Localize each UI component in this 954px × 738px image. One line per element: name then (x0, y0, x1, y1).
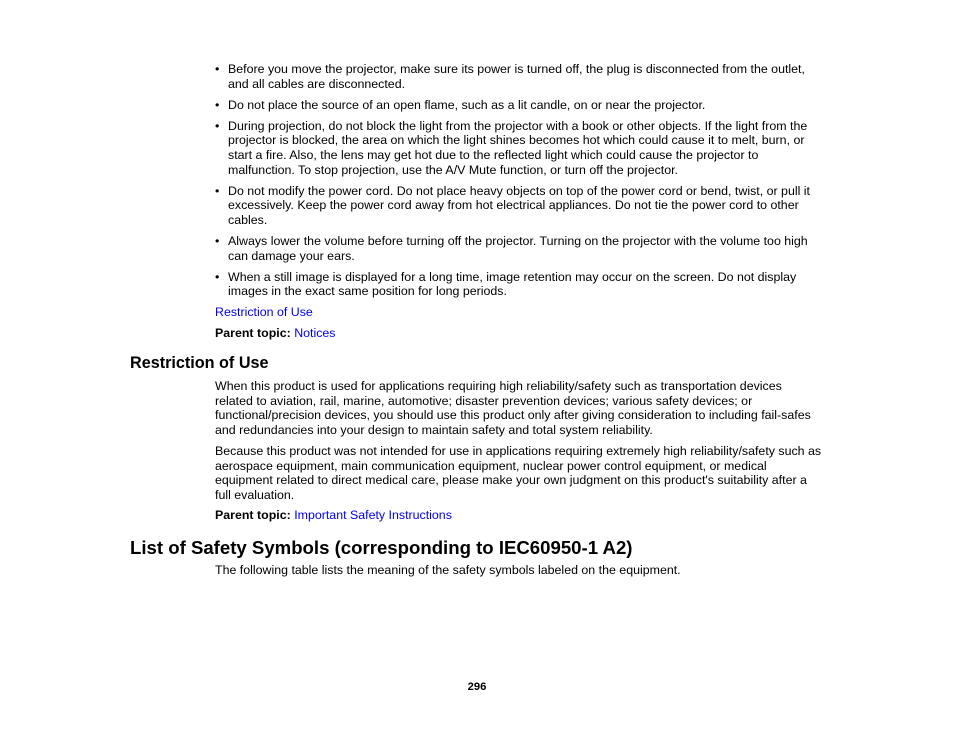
restriction-heading: Restriction of Use (130, 354, 269, 372)
bullet-marker: • (215, 233, 220, 248)
list-item-text: When a still image is displayed for a long time, image retention may occur on the screen. Do not display images in the exact same position for long periods. (228, 269, 797, 299)
safety-symbols-intro: The following table lists the meaning of the safety symbols labeled on the equipment. (215, 563, 681, 577)
list-item-text: Always lower the volume before turning off the projector. Turning on the projector with the volume too high can damage your ears. (228, 233, 808, 263)
related-link-row (215, 305, 313, 320)
list-item (215, 184, 822, 228)
safety-bullet-list (215, 62, 822, 305)
notices-link[interactable]: Notices (294, 326, 336, 340)
parent-topic-row-2 (215, 508, 452, 523)
list-item (215, 62, 822, 91)
bullet-marker: • (215, 97, 220, 112)
list-item (215, 234, 822, 263)
restriction-paragraph-1: When this product is used for applications requiring high reliability/safety such as transportation devices related to aviation, rail, marine, automotive; disaster prevention devices; various safety devices; or functional/precision devices, you should use this product only after giving consideration to including fail-safes and redundancies into your design to maintain safety and total system reliability. (215, 379, 811, 437)
bullet-marker: • (215, 118, 220, 133)
bullet-marker: • (215, 183, 220, 198)
list-item (215, 270, 822, 299)
safety-symbols-heading: List of Safety Symbols (corresponding to IEC60950-1 A2) (130, 537, 633, 558)
restriction-paragraph-2: Because this product was not intended for use in applications requiring extremely high reliability/safety such as aerospace equipment, main communication equipment, nuclear power control equipment, or medical equipment related to direct medical care, please make your own judgment on this product's suitability after a full evaluation. (215, 444, 822, 502)
list-item (215, 98, 822, 113)
bullet-marker: • (215, 269, 220, 284)
important-safety-instructions-link[interactable]: Important Safety Instructions (294, 508, 452, 522)
list-item-text: Before you move the projector, make sure its power is turned off, the plug is disconnected from the outlet, and all cables are disconnected. (228, 62, 805, 91)
page-number: 296 (467, 681, 487, 693)
bullet-marker: • (215, 62, 220, 76)
list-item (215, 119, 822, 177)
parent-topic-label: Parent topic: (215, 508, 291, 522)
list-item-text: Do not place the source of an open flame, such as a lit candle, on or near the projector. (228, 97, 706, 112)
parent-topic-label: Parent topic: (215, 326, 291, 340)
list-item-text: Do not modify the power cord. Do not place heavy objects on top of the power cord or bend, twist, or pull it excessively. Keep the power cord away from hot electrical appliances. Do not tie the power cord to other cables. (228, 183, 810, 227)
parent-topic-row (215, 326, 336, 341)
list-item-text: During projection, do not block the light from the projector with a book or other objects. If the light from the projector is blocked, the area on which the light shines becomes hot which could cause it to melt, burn, or start a fire. Also, the lens may get hot due to the reflected light which could cause the projector to malfunction. To stop projection, use the A/V Mute function, or turn off the projector. (228, 118, 808, 177)
restriction-of-use-link[interactable]: Restriction of Use (215, 305, 313, 319)
